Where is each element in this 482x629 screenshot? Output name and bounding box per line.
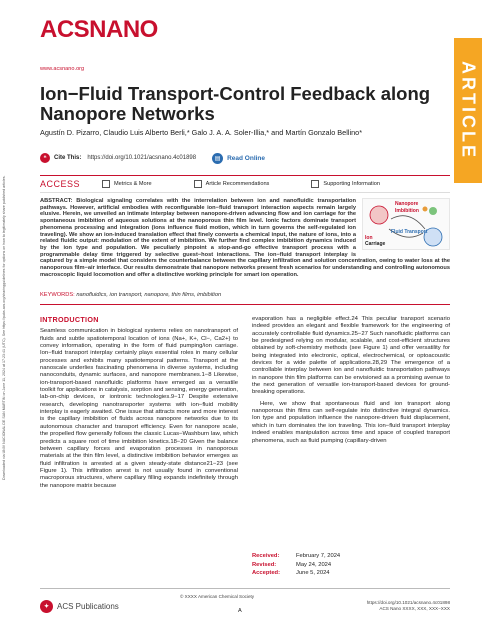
doi-link[interactable]: https://doi.org/10.1021/acsnano.4c01898 [87,155,197,161]
revised-label: Revised: [252,561,277,568]
toc-label-carriage: Carriage [365,241,386,247]
received-date: February 7, 2024 [296,553,341,559]
author-list: Agustín D. Pizarro, Claudio Luis Alberto Berli,* Galo J. A. A. Soler-Illia,* and Martín Gonzalo Bellino* [40,128,363,137]
footer-divider [40,588,450,589]
abstract-divider [40,304,450,305]
keywords-line [40,292,450,298]
revised-date: May 24, 2024 [296,561,332,568]
metrics-label: Metrics & More [114,181,152,187]
abstract [40,198,450,292]
acs-publications-icon: ✦ [40,600,53,613]
introduction-heading: INTRODUCTION [40,315,99,324]
intro-paragraph-3: Here, we show that spontaneous fluid and ion transport along nanoporous thin films can self-regulate into distinctive integral dynamics. Ion type and population influence the nanopore-driven fluid displacement, which in turn dominates the ion traveling. This ion−fluid transport interplay indeed enables manipulation across time and space of coupled transport phenomena, such as fluid pumping (capillary-driven [252,400,450,444]
download-notice: Downloaded via UNIV NACIONAL DE SAN MARTIN on June 11, 2024 at 17:23:41 (UTC). See https://pubs.acs.org/sharingguidelines for options on how to legitimately share published articles. [2,175,6,480]
toc-graphic [362,198,450,250]
abstract-text: ABSTRACT: Biological signaling correlates with the interrelation between ion and nanofluidic transportation pathways. However, artificial embodies with reconfigurable ion−fluid transport interaction aspects remain largely elusive. Herein, we unveiled an intimate interplay between nanopore-driven advancing flow and ion carriage for the spontaneous imbibition of aqueous solutions at the nanoporous thin film level. Ionic factors dominate transport phenomena processing and integration (ions influence fluid motion, which in turn governs the self-regulated ion traveling). We show an ion-induced translation effect that finely converts a chemical input, the nature of ions, into a related fluidic output: modulation of the extent of imbibition. We further find complex imbibition dynamics induced by the ion type and population. We peculiarly pinpoint a stop-and-go effective transport process with a programmable delay time triggered by selective guest−host interactions. The ion−fluid transport interplay is captured by a simple model that considers the counterbalance between the capillary infiltration and solution concentration, owing to water loss at the nanoporous film−air interface. Our results demonstrate that nanopore networks present fresh scenarios for understanding and controlling autonomous macroscopic liquid locomotion and offer a distinctive working principle for smart ion operation. [40,198,450,278]
keywords-list: nanofluidics, ion transport, nanopore, thin films, imbibition [76,292,222,298]
publisher-logo [40,600,119,613]
supporting-info-icon [311,180,319,188]
received-label: Received: [252,553,280,559]
recommendations-link[interactable] [194,180,270,188]
footer-journal: ACS Nano XXXX, XXX, XXX−XXX [379,606,450,611]
article-type-label: ARTICLE [458,61,479,160]
metrics-icon [102,180,110,188]
toc-label-ion: Ion [365,235,373,241]
intro-paragraph-1: Seamless communication in biological systems relies on nanotransport of fluids and subtle spatiotemporal location of ions (Na+, K+, Cl−, Ca2+) to convey information, operating in the form of fluid pumping/ion carriage. Ion−fluid transport interplay certainly plays essential roles in many cellular processes and exhibits many spatiotemporal patterns. Transport at the nanoscale underlies fascinating phenomena in diverse systems, including nanoconduits, dynamic surfaces, and nanopore membranes.1−8 Likewise, ion-transport-based nanofluidic platforms have emerged as a versatile toolkit for applications in catalysis, sorption and sensing, energy generation, lab-on-chip devices, or iontronic technologies.9−17 Despite extensive research, developing nanotransporter systems with ion−fluid mobility interplay is eagerly awaited. One issue that attracts more and more interest is the capillary imbibition of fluids across nanopore networks due to its autonomous character and transport efficiency. Even for nanopore scale, the propelled flow generally follows the classic Lucas−Washburn law, which predicts a square root of time imbibition kinetics.18−20 Given the balance between capillary forces and evaporation processes in nanoporous materials at the thin film level, a distinctive imbibition behavior emerges as fluid infiltration is arrested at a given steady-state distance21−23 (see Figure 1). This infiltration arrest is not usually found in conventional macroporous structures, where capillary filling expands indefinitely through the nanopore matrix because [40,328,238,489]
publisher-name: ACS Publications [57,602,119,611]
body-column-left [40,316,238,494]
access-label: ACCESS [40,179,81,189]
body-column-right [252,316,450,449]
supporting-info-label: Supporting Information [323,181,380,187]
accepted-label: Accepted: [252,570,281,576]
accepted-date: June 5, 2024 [296,570,330,576]
toc-label-fluid: Fluid Transport [391,229,428,235]
copyright-text: © XXXX American Chemical Society [180,594,255,599]
journal-logo [40,16,158,44]
intro-paragraph-2: evaporation has a negligible effect.24 This peculiar transport scenario indeed provides an elegant and flexible framework for the engineering of accurately controllable fluid dynamics.25−27 Such nanofluidic platforms can be predesigned relying on modular, scalable, and cost-efficient structures obtained by soft-chemistry methods (see Figure 1) and offer versatility for being integrated into electronic, optical, electrochemical, or optoacoustic devices for a wide palette of applications.28,29 The emergence of a controllable interplay between ion and nanofluidic transportation pathways in nanopore thin film platforms can be envisioned as a promising avenue to the next generation of versatile ion-transport-based devices for ground-breaking operations. [252,316,450,396]
page-number: A [238,608,242,614]
toc-label-nanopore: Nanopore Imbibition [395,201,419,214]
recommendations-label: Article Recommendations [205,181,270,187]
footer-info [367,600,450,612]
cite-row [40,151,340,165]
metrics-link[interactable] [102,180,152,188]
read-online-button[interactable] [212,153,265,164]
access-bar [40,175,450,193]
journal-url-link[interactable]: www.acsnano.org [40,66,85,72]
logo-nano-text: NANO [89,16,158,43]
logo-acs-text: ACS [40,16,90,43]
supporting-info-link[interactable] [311,180,380,188]
keywords-label: KEYWORDS: [40,292,75,298]
cite-label: Cite This: [54,155,82,161]
footer-doi-link[interactable]: https://doi.org/10.1021/acsnano.4c01898 [366,600,450,605]
article-type-tab [454,38,482,183]
read-online-label: Read Online [227,154,266,162]
article-title: Ion−Fluid Transport-Control Feedback along Nanopore Networks [40,83,431,124]
quote-icon: ❝ [40,153,50,163]
read-online-icon: ▤ [212,153,223,164]
recommendations-icon [194,180,202,188]
publication-dates [252,552,340,578]
